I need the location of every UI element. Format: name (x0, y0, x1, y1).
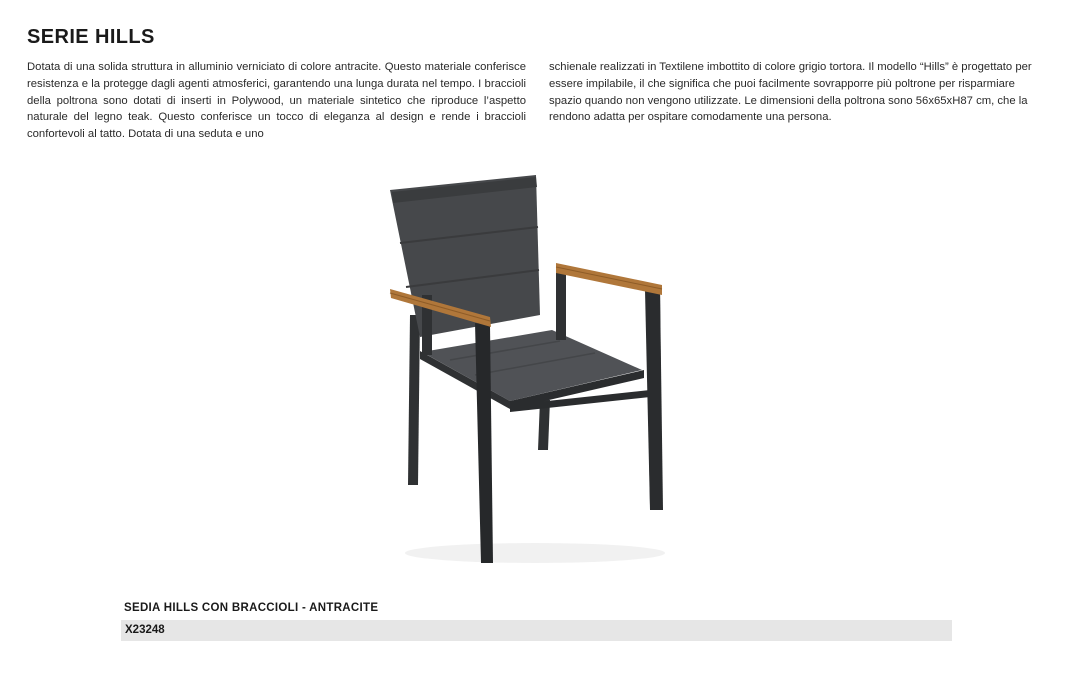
product-name: SEDIA HILLS CON BRACCIOLI - ANTRACITE (124, 602, 379, 614)
description-left-text: Dotata di una solida struttura in alluminio verniciato di colore antracite. Questo materiale conferisce resistenza e la protegge dagli agenti atmosferici, garantendo una lunga durata nel tempo. I braccioli della poltrona sono dotati di inserti in Polywood, un materiale sintetico che riproduce l’aspetto naturale del legno teak. Questo conferisce un tocco di eleganza al design e rende i braccioli confortevoli al tatto. Dotata di una seduta e uno (27, 61, 526, 141)
product-code: X23248 (125, 624, 165, 636)
description-right-text: schienale realizzati in Textilene imbottito di colore grigio tortora. Il modello “Hills” è progettato per essere impilabile, il che significa che puoi facilmente sovrapporre più poltrone per risparmiare spazio quando non vengono utilizzate. Le dimensioni della poltrona sono 56x65xH87 cm, che la rendono adatta per ospitare comodamente una persona. (549, 61, 1032, 124)
page-title: SERIE HILLS (27, 26, 155, 48)
floor-shadow (405, 543, 665, 563)
description-column-right (549, 59, 1050, 126)
product-image (360, 165, 700, 575)
armrest-right (556, 263, 662, 295)
front-left-leg (475, 323, 493, 563)
front-right-leg (645, 290, 663, 510)
seat (422, 330, 642, 401)
product-code-bar (121, 620, 952, 641)
description-column-left (27, 59, 526, 143)
chair-illustration (360, 165, 700, 575)
back-left-leg (408, 315, 420, 485)
